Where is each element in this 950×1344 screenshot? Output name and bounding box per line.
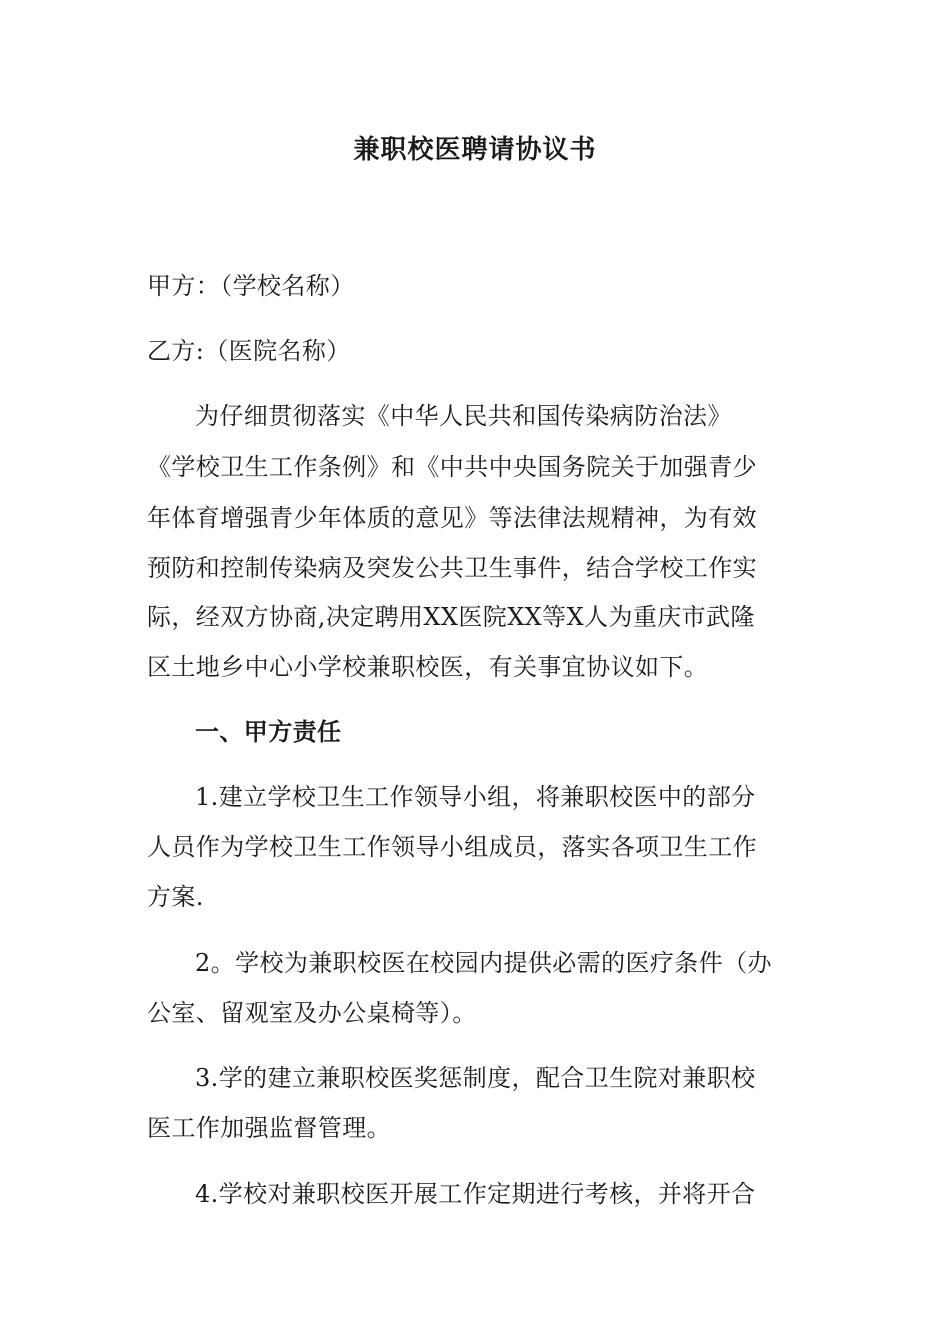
party-b-line: 乙方:（医院名称） [147, 337, 351, 365]
intro-line: 际，经双方协商,决定聘用XX医院XX等X人为重庆市武隆 [147, 603, 755, 631]
item-line: 方案. [147, 883, 204, 911]
item-line: 公室、留观室及办公桌椅等）。 [147, 999, 477, 1027]
intro-line: 为仔细贯彻落实《中华人民共和国传染病防治法》 [195, 402, 732, 430]
item-line: 2。学校为兼职校医在校园内提供必需的医疗条件（办 [195, 949, 772, 977]
item-line: 人员作为学校卫生工作领导小组成员，落实各项卫生工作 [147, 833, 757, 861]
item-line: 4.学校对兼职校医开展工作定期进行考核，并将开合 [195, 1180, 756, 1208]
intro-line: 区土地乡中心小学校兼职校医，有关事宜协议如下。 [147, 653, 709, 681]
document-title: 兼职校医聘请协议书 [353, 135, 597, 165]
item-line: 3.学的建立兼职校医奖惩制度，配合卫生院对兼职校 [195, 1064, 756, 1092]
item-line: 1.建立学校卫生工作领导小组，将兼职校医中的部分 [195, 783, 756, 811]
item-line: 医工作加强监督管理。 [147, 1114, 391, 1142]
section-heading: 一、甲方责任 [195, 718, 342, 746]
intro-line: 年体育增强青少年体质的意见》等法律法规精神，为有效 [147, 504, 757, 532]
intro-line: 《学校卫生工作条例》和《中共中央国务院关于加强青少 [147, 453, 757, 481]
party-a-line: 甲方：（学校名称） [147, 272, 355, 300]
intro-line: 预防和控制传染病及突发公共卫生事件，结合学校工作实 [147, 554, 757, 582]
